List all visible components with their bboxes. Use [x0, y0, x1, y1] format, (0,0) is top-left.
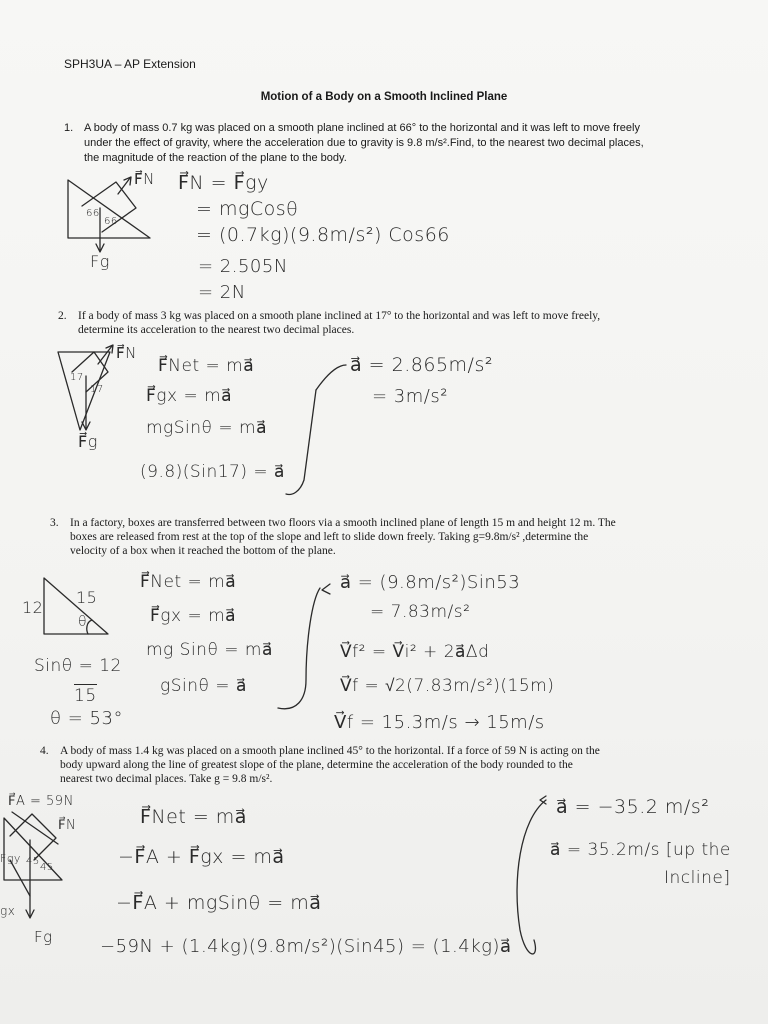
- q4-result: a⃗ = −35.2 m/s²: [556, 796, 710, 818]
- q3-step: F⃗gx = ma⃗: [150, 606, 237, 626]
- question-number: 4.: [40, 745, 49, 757]
- question-line: determine its acceleration to the nearest two decimal places.: [78, 324, 355, 336]
- q2-step: (9.8)(Sin17) = a⃗: [140, 462, 285, 482]
- q4-fgy-label: Fgy: [0, 852, 21, 865]
- q4-fa-label: F⃗A = 59N: [8, 794, 74, 809]
- question-line: under the effect of gravity, where the acceleration due to gravity is 9.8 m/s².Find, to the nearest two decimal places,: [84, 137, 644, 149]
- q3-step: F⃗Net = ma⃗: [140, 572, 237, 592]
- page-title: Motion of a Body on a Smooth Inclined Plane: [260, 91, 508, 103]
- question-line: body upward along the line of greatest slope of the plane, determine the acceleration of the body rounded to the: [60, 759, 573, 771]
- question-line: boxes are released from rest at the top of the slope and left to slide down freely. Taking g=9.8m/s² ,determine the: [70, 531, 589, 543]
- q3-height-label: 12: [22, 598, 44, 617]
- q3-result: a⃗ = (9.8m/s²)Sin53: [340, 572, 521, 593]
- course-code: SPH3UA – AP Extension: [64, 57, 196, 71]
- q1-fn-label: F⃗N: [134, 170, 155, 188]
- q4-angle-label: 45: [26, 856, 40, 867]
- q1-step: F⃗N = F⃗gy: [178, 172, 269, 194]
- q1-step: = (0.7kg)(9.8m/s²) Cos66: [196, 224, 450, 246]
- q4-gx-label: gx: [0, 904, 16, 918]
- q1-angle-label: 66: [86, 208, 100, 219]
- q3-step: mg Sinθ = ma⃗: [146, 640, 273, 660]
- q4-step: F⃗Net = ma⃗: [140, 806, 247, 828]
- q1-answer: = 2N: [198, 282, 246, 303]
- question-line: In a factory, boxes are transferred between two floors via a smooth inclined plane of length 15 m and height 12 m. The: [70, 517, 616, 529]
- q2-result: a⃗ = 2.865m/s²: [350, 354, 493, 376]
- q4-answer-cont: Incline]: [664, 868, 731, 888]
- q3-theta-label: θ: [78, 614, 88, 630]
- q4-step: −59N + (1.4kg)(9.8m/s²)(Sin45) = (1.4kg)a⃗: [100, 936, 512, 957]
- q2-step: F⃗gx = ma⃗: [146, 386, 233, 406]
- q4-answer: a⃗ = 35.2m/s [up the: [550, 840, 731, 860]
- q3-result: V⃗f = √2(7.83m/s²)(15m): [340, 676, 555, 696]
- q4-angle-label: 45: [40, 862, 54, 873]
- q1-step: = mgCosθ: [196, 198, 299, 220]
- q3-step: gSinθ = a⃗: [160, 676, 247, 696]
- q3-result: V⃗f² = V⃗i² + 2a⃗Δd: [340, 642, 490, 662]
- q1-step: = 2.505N: [198, 256, 288, 277]
- q4-fg-label: Fg: [34, 928, 53, 946]
- q4-fn-label: F⃗N: [58, 818, 77, 833]
- question-number: 1.: [64, 122, 74, 134]
- q3-result: = 7.83m/s²: [370, 602, 471, 622]
- q3-side-step: 15: [74, 686, 97, 706]
- q2-answer: = 3m/s²: [372, 386, 448, 407]
- question-line: A body of mass 1.4 kg was placed on a smooth plane inclined 45° to the horizontal. If a force of 59 N is acting on the: [60, 745, 600, 757]
- q2-angle-label: 17: [70, 372, 84, 383]
- q1-angle-label: 66: [104, 216, 118, 227]
- q3-answer: V⃗f = 15.3m/s → 15m/s: [334, 712, 545, 733]
- question-line: the magnitude of the reaction of the plane to the body.: [84, 152, 347, 164]
- q3-hyp-label: 15: [76, 588, 98, 607]
- question-line: A body of mass 0.7 kg was placed on a smooth plane inclined at 66° to the horizontal and it was left to move freely: [84, 122, 640, 134]
- q3-side-step: Sinθ = 12: [34, 656, 122, 676]
- q2-fg-label: F⃗g: [78, 432, 98, 451]
- question-number: 3.: [50, 517, 59, 529]
- q2-angle-label: 17: [90, 384, 104, 395]
- q2-step: mgSinθ = ma⃗: [146, 418, 267, 438]
- q2-step: F⃗Net = ma⃗: [158, 356, 255, 376]
- question-line: nearest two decimal places. Take g = 9.8 m/s².: [60, 773, 273, 785]
- question-line: velocity of a box when it reached the bottom of the plane.: [70, 545, 336, 557]
- q4-step: −F⃗A + mgSinθ = ma⃗: [116, 892, 322, 914]
- q2-fn-label: F⃗N: [116, 344, 137, 362]
- q1-fg-label: Fg: [90, 252, 110, 271]
- q4-step: −F⃗A + F⃗gx = ma⃗: [118, 846, 285, 868]
- question-number: 2.: [58, 310, 67, 322]
- q3-side-answer: θ = 53°: [50, 708, 123, 729]
- question-line: If a body of mass 3 kg was placed on a smooth plane inclined at 17° to the horizontal and was left to move freely,: [78, 310, 601, 322]
